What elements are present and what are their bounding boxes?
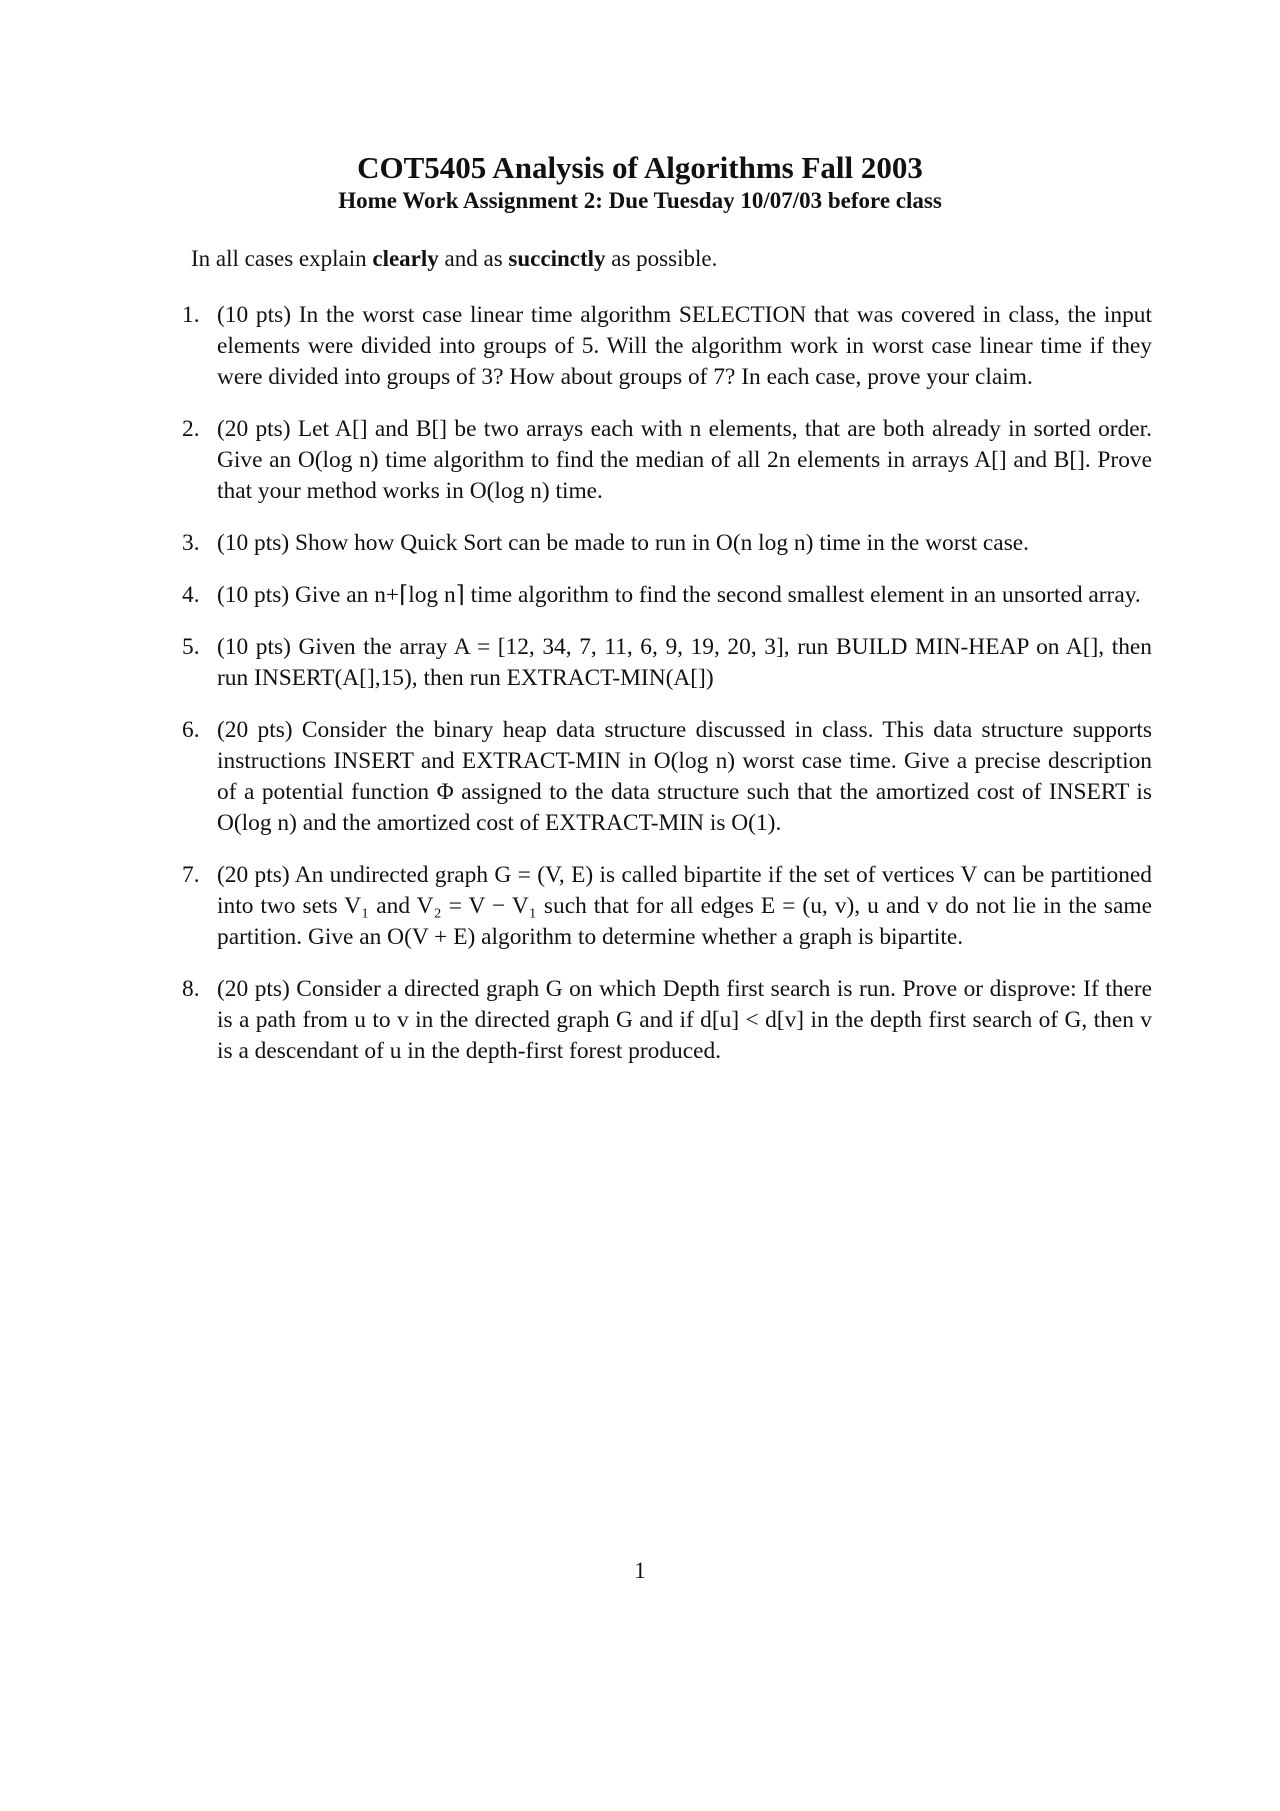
problem-1 xyxy=(182,300,1152,393)
problem-number: 4. xyxy=(182,582,200,608)
problem-number: 3. xyxy=(182,530,200,556)
intro-bold-clearly: clearly xyxy=(372,246,439,271)
problem-2 xyxy=(182,414,1152,507)
problem-7 xyxy=(182,860,1152,953)
problem-text: (10 pts) In the worst case linear time algorithm SELECTION that was covered in class, the input elements were divided into groups of 5. Will the algorithm work in worst case linear time if they were divided into groups of 3? How about groups of 7? In each case, prove your claim. xyxy=(217,302,1152,390)
intro-text-3: as possible. xyxy=(605,246,718,271)
problem-number: 2. xyxy=(182,416,200,442)
problem-3 xyxy=(182,528,1152,559)
intro-text-1: In all cases explain xyxy=(191,246,373,271)
problem-text: (20 pts) Consider the binary heap data structure discussed in class. This data structure supports instructions INSERT and EXTRACT-MIN in O(log n) worst case time. Give a precise description of a potential function Φ assigned to the data structure such that the amortized cost of INSERT is O(log n) and the amortized cost of EXTRACT-MIN is O(1). xyxy=(217,717,1152,836)
problem-text: (10 pts) Show how Quick Sort can be made to run in O(n log n) time in the worst case. xyxy=(217,530,1030,556)
instructions xyxy=(191,246,717,272)
problem-text: (10 pts) Given the array A = [12, 34, 7, 11, 6, 9, 19, 20, 3], run BUILD MIN-HEAP on A[], then run INSERT(A[],15), then run EXTRACT-MIN(A[]) xyxy=(217,634,1152,691)
problem-text: (20 pts) Consider a directed graph G on which Depth first search is run. Prove or disprove: If there is a path from u to v in the directed graph G and if d[u] < d[v] in the depth first search of G, then v is a descendant of u in the depth-first forest produced. xyxy=(217,976,1152,1064)
problem-text: (20 pts) Let A[] and B[] be two arrays each with n elements, that are both already in sorted order. Give an O(log n) time algorithm to find the median of all 2n elements in arrays A[] and B[]. Prove that your method works in O(log n) time. xyxy=(217,416,1152,504)
problem-5 xyxy=(182,632,1152,694)
problem-number: 7. xyxy=(182,862,200,888)
problem-text: (10 pts) Give an n+⌈log n⌉ time algorithm to find the second smallest element in an unsorted array. xyxy=(217,582,1141,608)
intro-bold-succinctly: succinctly xyxy=(508,246,606,271)
problem-8 xyxy=(182,974,1152,1067)
problem-number: 6. xyxy=(182,717,200,743)
problem-6 xyxy=(182,715,1152,839)
problem-number: 5. xyxy=(182,634,200,660)
problem-list xyxy=(182,300,1152,1088)
page-number: 1 xyxy=(634,1558,646,1583)
problem-text: (20 pts) An undirected graph G = (V, E) is called bipartite if the set of vertices V can be partitioned into two sets V₁ and V₂ = V − V₁ such that for all edges E = (u, v), u and v do not lie in the same partition. Give an O(V + E) algorithm to determine whether a graph is bipartite. xyxy=(217,862,1152,950)
problem-4 xyxy=(182,580,1152,611)
intro-text-2: and as xyxy=(438,246,509,271)
document-title: COT5405 Analysis of Algorithms Fall 2003 xyxy=(357,150,923,185)
problem-number: 1. xyxy=(182,302,200,328)
problem-number: 8. xyxy=(182,976,200,1002)
document-subtitle: Home Work Assignment 2: Due Tuesday 10/07/03 before class xyxy=(338,188,942,213)
